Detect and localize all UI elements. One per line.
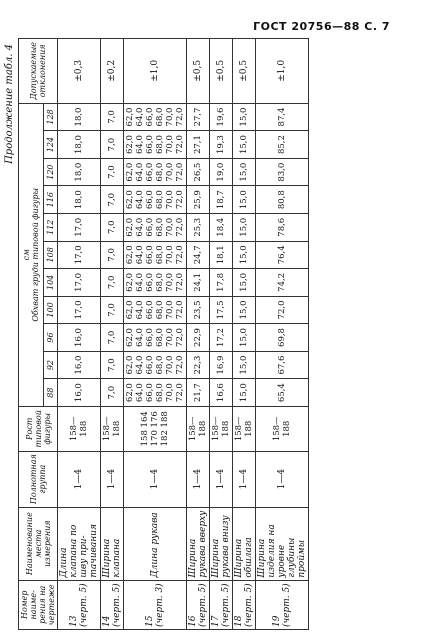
page-header: ГОСТ 20756—88 С. 7 [253,20,390,33]
cell-value: 80,8 [256,186,309,214]
cell-value: 18,0 [58,131,101,159]
chest-size-header: 108 [43,241,57,269]
chest-size-header: 104 [43,269,57,297]
unit-label: см [21,249,31,261]
cell-value: 17,0 [58,296,101,324]
cell-name: Ширина клапана [101,507,124,580]
cell-value: 15,0 [233,296,256,324]
cell-group: 1—4 [210,451,233,507]
cell-value: 17,2 [210,324,233,352]
cell-value: 18,0 [58,158,101,186]
cell-height: 158—188 [101,406,124,451]
cell-num: 18 (черт. 5) [233,580,256,629]
cell-tolerance: ±1,0 [124,39,187,104]
cell-value: 15,0 [233,269,256,297]
cell-value: 17,0 [58,269,101,297]
cell-num: 14 (черт. 5) [101,580,124,629]
cell-num: 19 (черт. 5) [256,580,309,629]
cell-value: 7,0 [101,158,124,186]
table-row [124,39,187,630]
cell-value: 67,6 [256,351,309,379]
cell-value: 15,0 [233,351,256,379]
cell-value: 27,1 [187,131,210,159]
cell-value: 24,7 [187,241,210,269]
cell-name: Длина клапана по шву при-тачивания [58,507,101,580]
cell-value: 18,1 [210,241,233,269]
chest-size-header: 100 [43,296,57,324]
measurement-table [18,38,309,630]
cell-value: 25,9 [187,186,210,214]
cell-group: 1—4 [58,451,101,507]
chest-size-header: 112 [43,213,57,241]
rotated-table-wrapper [4,38,408,630]
cell-value: 16,9 [210,351,233,379]
cell-value: 62,0 64,0 66,0 68,0 70,0 72,0 [124,241,187,269]
cell-height: 158—188 [233,406,256,451]
cell-num: 16 (черт. 5) [187,580,210,629]
cell-value: 19,3 [210,131,233,159]
cell-tolerance: ±0,5 [187,39,210,104]
cell-value: 19,0 [210,158,233,186]
chest-size-header: 124 [43,131,57,159]
cell-value: 62,0 64,0 66,0 68,0 70,0 72,0 [124,158,187,186]
chest-size-header: 92 [43,351,57,379]
cell-value: 17,8 [210,269,233,297]
table-row [210,39,233,630]
cell-height: 158—188 [58,406,101,451]
cell-name: Длина рукава [124,507,187,580]
cell-group: 1—4 [187,451,210,507]
cell-value: 17,0 [58,213,101,241]
cell-value: 16,0 [58,351,101,379]
cell-value: 15,0 [233,379,256,407]
cell-height: 158 164 170 176 182 188 [124,406,187,451]
cell-group: 1—4 [233,451,256,507]
cell-value: 65,4 [256,379,309,407]
cell-value: 15,0 [233,158,256,186]
cell-name: Ширина изделия на уровне глубины проймы [256,507,309,580]
cell-value: 27,7 [187,103,210,131]
table-caption: Продолжение табл. 4 [4,44,15,164]
cell-value: 62,0 64,0 66,0 68,0 70,0 72,0 [124,213,187,241]
cell-value: 62,0 64,0 66,0 68,0 70,0 72,0 [124,269,187,297]
cell-value: 62,0 64,0 66,0 68,0 70,0 72,0 [124,324,187,352]
cell-value: 19,6 [210,103,233,131]
cell-value: 15,0 [233,131,256,159]
cell-value: 7,0 [101,324,124,352]
cell-value: 62,0 64,0 66,0 68,0 70,0 72,0 [124,379,187,407]
cell-value: 21,7 [187,379,210,407]
cell-value: 85,2 [256,131,309,159]
cell-value: 7,0 [101,241,124,269]
cell-name: Ширина рукава вверху [187,507,210,580]
cell-tolerance: ±0,2 [101,39,124,104]
cell-value: 7,0 [101,379,124,407]
cell-value: 62,0 64,0 66,0 68,0 70,0 72,0 [124,186,187,214]
cell-value: 7,0 [101,351,124,379]
cell-height: 158—188 [210,406,233,451]
cell-value: 7,0 [101,269,124,297]
col-height: Рост типовой фигуры [19,406,58,451]
cell-value: 69,8 [256,324,309,352]
cell-tolerance: ±0,5 [210,39,233,104]
cell-value: 7,0 [101,131,124,159]
cell-name: Ширина рукава внизу [210,507,233,580]
cell-value: 18,0 [58,186,101,214]
cell-height: 158—188 [187,406,210,451]
cell-group: 1—4 [101,451,124,507]
chest-size-header: 96 [43,324,57,352]
cell-value: 7,0 [101,213,124,241]
cell-group: 1—4 [124,451,187,507]
table-row [233,39,256,630]
chest-size-header: 116 [43,186,57,214]
cell-tolerance: ±0,3 [58,39,101,104]
cell-value: 17,5 [210,296,233,324]
cell-value: 18,7 [210,186,233,214]
cell-value: 83,0 [256,158,309,186]
cell-value: 74,2 [256,269,309,297]
cell-value: 78,6 [256,213,309,241]
cell-value: 22,9 [187,324,210,352]
cell-value: 23,5 [187,296,210,324]
table-row [187,39,210,630]
col-name: Наименование места измерения [19,507,58,580]
col-chest [19,103,44,406]
cell-value: 18,4 [210,213,233,241]
cell-num: 17 (черт. 5) [210,580,233,629]
table-row [256,39,309,630]
chest-size-header: 88 [43,379,57,407]
cell-value: 62,0 64,0 66,0 68,0 70,0 72,0 [124,351,187,379]
cell-name: Ширина обшлага [233,507,256,580]
chest-header: Обхват груди типовой фигуры [30,187,40,322]
cell-group: 1—4 [256,451,309,507]
cell-value: 15,0 [233,213,256,241]
cell-value: 62,0 64,0 66,0 68,0 70,0 72,0 [124,103,187,131]
cell-value: 72,0 [256,296,309,324]
cell-value: 22,3 [187,351,210,379]
cell-value: 7,0 [101,103,124,131]
cell-value: 16,6 [210,379,233,407]
rotated-table [4,38,408,630]
chest-size-header: 128 [43,103,57,131]
cell-value: 16,0 [58,324,101,352]
cell-tolerance: ±1,0 [256,39,309,104]
cell-value: 26,5 [187,158,210,186]
cell-value: 17,0 [58,241,101,269]
table-row [101,39,124,630]
cell-value: 24,1 [187,269,210,297]
col-group: Полнотная группа [19,451,58,507]
cell-height: 158—188 [256,406,309,451]
cell-value: 62,0 64,0 66,0 68,0 70,0 72,0 [124,296,187,324]
cell-value: 62,0 64,0 66,0 68,0 70,0 72,0 [124,131,187,159]
cell-num: 13 (черт. 5) [58,580,101,629]
cell-num: 15 (черт. 3) [124,580,187,629]
cell-value: 18,0 [58,103,101,131]
chest-size-header: 120 [43,158,57,186]
cell-value: 76,4 [256,241,309,269]
table-row [58,39,101,630]
col-num: Номер наиме-рения на чертеже [19,580,58,629]
cell-value: 15,0 [233,186,256,214]
cell-value: 7,0 [101,296,124,324]
col-tolerance: Допускаемые отклонения [19,39,58,104]
table-body [58,39,309,630]
cell-value: 16,0 [58,379,101,407]
cell-value: 15,0 [233,241,256,269]
cell-value: 15,0 [233,103,256,131]
cell-value: 25,3 [187,213,210,241]
cell-value: 15,0 [233,324,256,352]
cell-value: 87,4 [256,103,309,131]
cell-value: 7,0 [101,186,124,214]
cell-tolerance: ±0,5 [233,39,256,104]
